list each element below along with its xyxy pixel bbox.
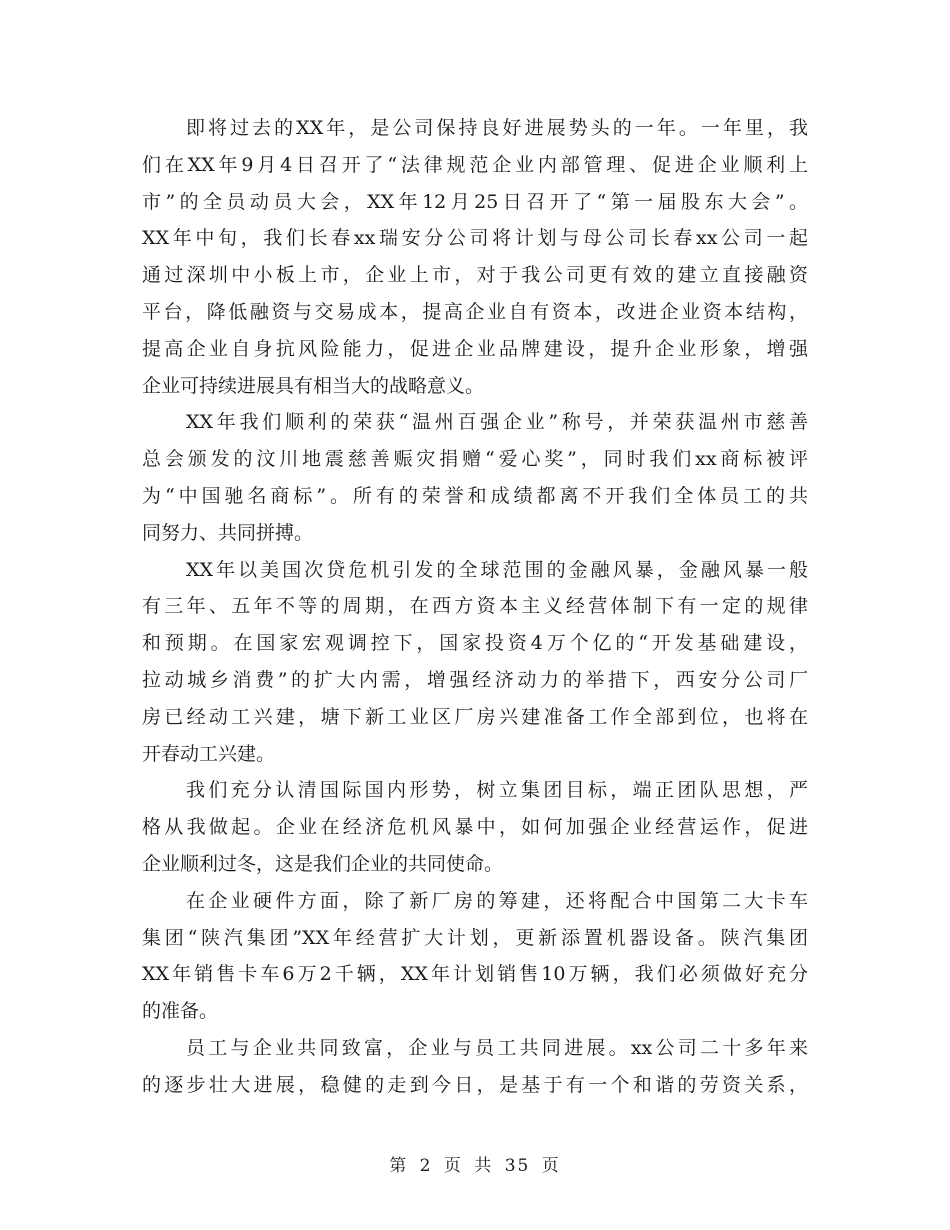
- text-line: 拉动城乡消费”的扩大内需，增强经济动力的举措下，西安分公司厂: [142, 668, 808, 691]
- text-line: 和预期。在国家宏观调控下，国家投资4万个亿的“开发基础建设，: [142, 632, 808, 655]
- text-line: 总会颁发的汶川地震慈善赈灾捐赠“爱心奖”，同时我们xx商标被评: [142, 448, 808, 471]
- text-line: 即将过去的XX年，是公司保持良好进展势头的一年。一年里，我: [186, 117, 808, 139]
- text-line: 市”的全员动员大会，XX年12月25日召开了“第一届股东大会”。: [142, 190, 808, 213]
- text-line: 有三年、五年不等的周期，在西方资本主义经营体制下有一定的规律: [142, 595, 808, 618]
- text-line: XX年我们顺利的荣获“温州百强企业”称号，并荣获温州市慈善: [186, 411, 808, 434]
- text-line: 为“中国驰名商标”。所有的荣誉和成绩都离不开我们全体员工的共: [142, 484, 808, 507]
- text-line: XX年销售卡车6万2千辆，XX年计划销售10万辆，我们必须做好充分: [142, 963, 808, 986]
- text-line: 平台，降低融资与交易成本，提高企业自有资本，改进企业资本结构，: [142, 300, 808, 323]
- text-line: 开春动工兴建。: [142, 742, 276, 765]
- paragraph: [142, 552, 808, 773]
- paragraph: [142, 772, 808, 882]
- text-line: 员工与企业共同致富，企业与员工共同进展。xx公司二十多年来: [186, 1036, 808, 1059]
- text-line: 房已经动工兴建，塘下新工业区厂房兴建准备工作全部到位，也将在: [142, 705, 808, 728]
- body-text: [142, 110, 808, 1104]
- text-line: 企业可持续进展具有相当大的战略意义。: [142, 374, 485, 397]
- paragraph: [142, 883, 808, 1030]
- paragraph: [142, 110, 808, 404]
- text-line: XX年中旬，我们长春xx瑞安分公司将计划与母公司长春xx公司一起: [142, 227, 808, 250]
- page-number-footer: 第 2 页 共 35 页: [389, 1156, 561, 1176]
- text-line: 的逐步壮大进展，稳健的走到今日，是基于有一个和谐的劳资关系，: [142, 1073, 808, 1096]
- text-line: 同努力、共同拼搏。: [142, 521, 314, 544]
- paragraph: [142, 404, 808, 551]
- text-line: 的准备。: [142, 1000, 219, 1023]
- text-line: 企业顺利过冬，这是我们企业的共同使命。: [142, 852, 504, 875]
- text-line: 提高企业自身抗风险能力，促进企业品牌建设，提升企业形象，增强: [142, 337, 808, 360]
- text-line: 在企业硬件方面，除了新厂房的筹建，还将配合中国第二大卡车: [186, 889, 808, 912]
- text-line: 格从我做起。企业在经济危机风暴中，如何加强企业经营运作，促进: [142, 816, 808, 839]
- text-line: 集团“陕汽集团”XX年经营扩大计划，更新添置机器设备。陕汽集团: [142, 926, 808, 949]
- text-line: XX年以美国次贷危机引发的全球范围的金融风暴，金融风暴一般: [186, 558, 808, 581]
- text-line: 们在XX年9月4日召开了“法律规范企业内部管理、促进企业顺利上: [142, 153, 808, 176]
- text-line: 我们充分认清国际国内形势，树立集团目标，端正团队思想，严: [186, 779, 808, 802]
- paragraph: [142, 1030, 808, 1104]
- text-line: 通过深圳中小板上市，企业上市，对于我公司更有效的建立直接融资: [142, 264, 808, 287]
